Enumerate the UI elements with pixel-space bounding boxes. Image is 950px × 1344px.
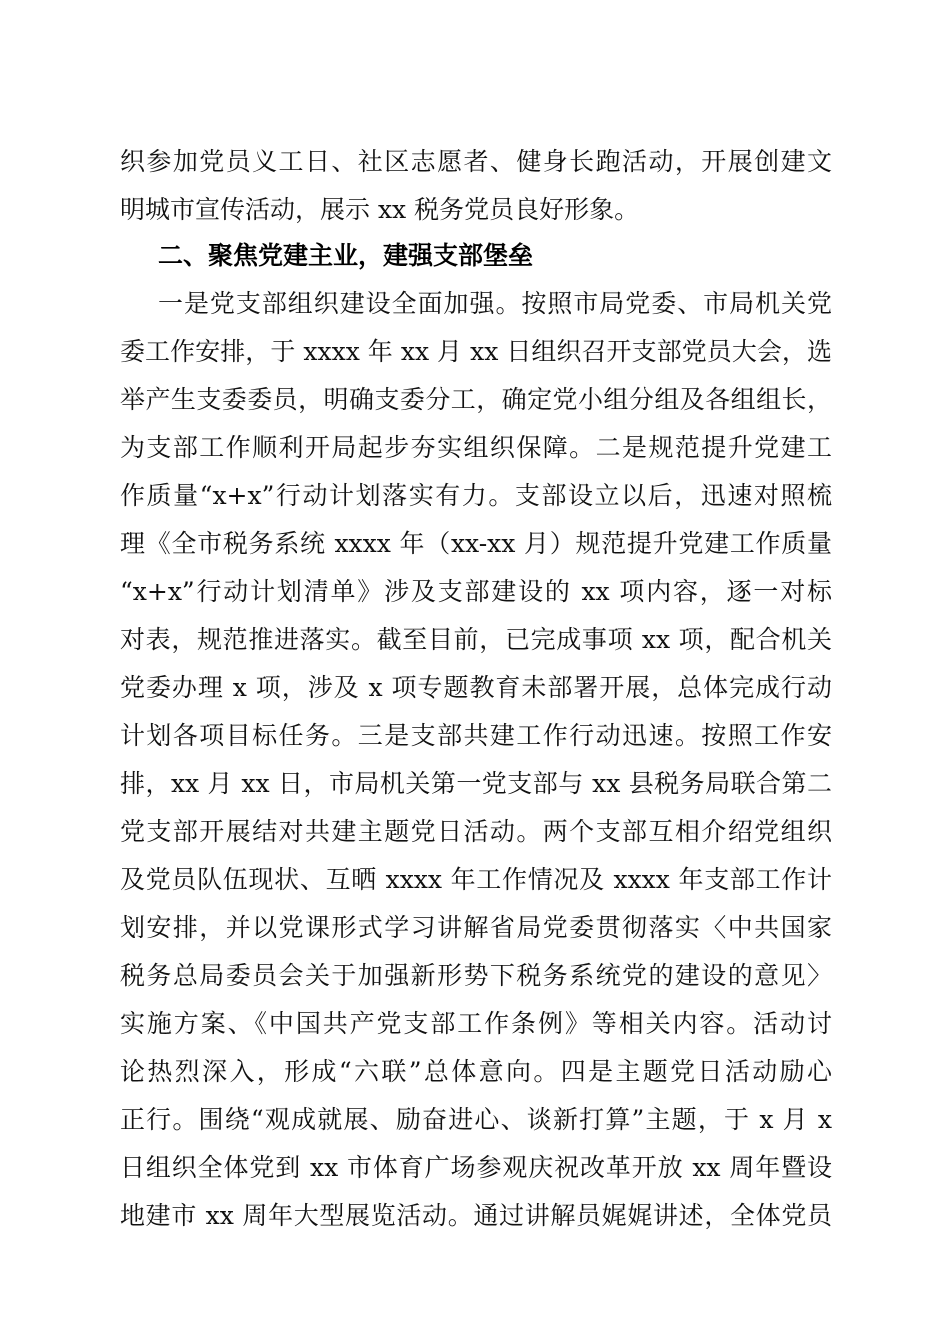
paragraph-line: 计划各项目标任务。三是支部共建工作行动迅速。按照工作安 — [120, 721, 832, 750]
paragraph-line: 地建市 xx 周年大型展览活动。通过讲解员娓娓讲述，全体党员 — [120, 1201, 832, 1230]
paragraph-line: 作质量“x+x”行动计划落实有力。支部设立以后，迅速对照梳 — [120, 481, 832, 510]
paragraph-line: 论热烈深入，形成“六联”总体意向。四是主题党日活动励心 — [120, 1057, 832, 1086]
paragraph-line: “x+x”行动计划清单》涉及支部建设的 xx 项内容，逐一对标 — [120, 577, 832, 606]
paragraph-line: 对表，规范推进落实。截至目前，已完成事项 xx 项，配合机关 — [120, 625, 832, 654]
paragraph-line: 正行。围绕“观成就展、励奋进心、谈新打算”主题，于 x 月 x — [120, 1105, 832, 1134]
paragraph-line: 为支部工作顺利开局起步夯实组织保障。二是规范提升党建工 — [120, 433, 832, 462]
paragraph-line: 党委办理 x 项，涉及 x 项专题教育未部署开展，总体完成行动 — [120, 673, 832, 702]
paragraph-line: 排，xx 月 xx 日，市局机关第一党支部与 xx 县税务局联合第二 — [120, 769, 832, 798]
paragraph-line: 实施方案、《中国共产党支部工作条例》等相关内容。活动讨 — [120, 1009, 832, 1038]
section-heading: 二、聚焦党建主业，建强支部堡垒 — [158, 241, 534, 270]
paragraph-line: 及党员队伍现状、互晒 xxxx 年工作情况及 xxxx 年支部工作计 — [120, 865, 832, 894]
paragraph-line: 党支部开展结对共建主题党日活动。两个支部互相介绍党组织 — [120, 817, 832, 846]
paragraph-line: 委工作安排，于 xxxx 年 xx 月 xx 日组织召开支部党员大会，选 — [120, 337, 832, 366]
paragraph-line: 举产生支委委员，明确支委分工，确定党小组分组及各组组长， — [120, 385, 832, 414]
paragraph-line: 明城市宣传活动，展示 xx 税务党员良好形象。 — [120, 195, 640, 224]
paragraph-line: 理《全市税务系统 xxxx 年（xx-xx 月）规范提升党建工作质量 — [120, 529, 832, 558]
paragraph-line: 划安排，并以党课形式学习讲解省局党委贯彻落实〈中共国家 — [120, 913, 832, 942]
paragraph-line: 一是党支部组织建设全面加强。按照市局党委、市局机关党 — [158, 289, 832, 318]
paragraph-line: 织参加党员义工日、社区志愿者、健身长跑活动，开展创建文 — [120, 147, 832, 176]
paragraph-line: 日组织全体党到 xx 市体育广场参观庆祝改革开放 xx 周年暨设 — [120, 1153, 832, 1182]
paragraph-line: 税务总局委员会关于加强新形势下税务系统党的建设的意见〉 — [120, 961, 832, 990]
